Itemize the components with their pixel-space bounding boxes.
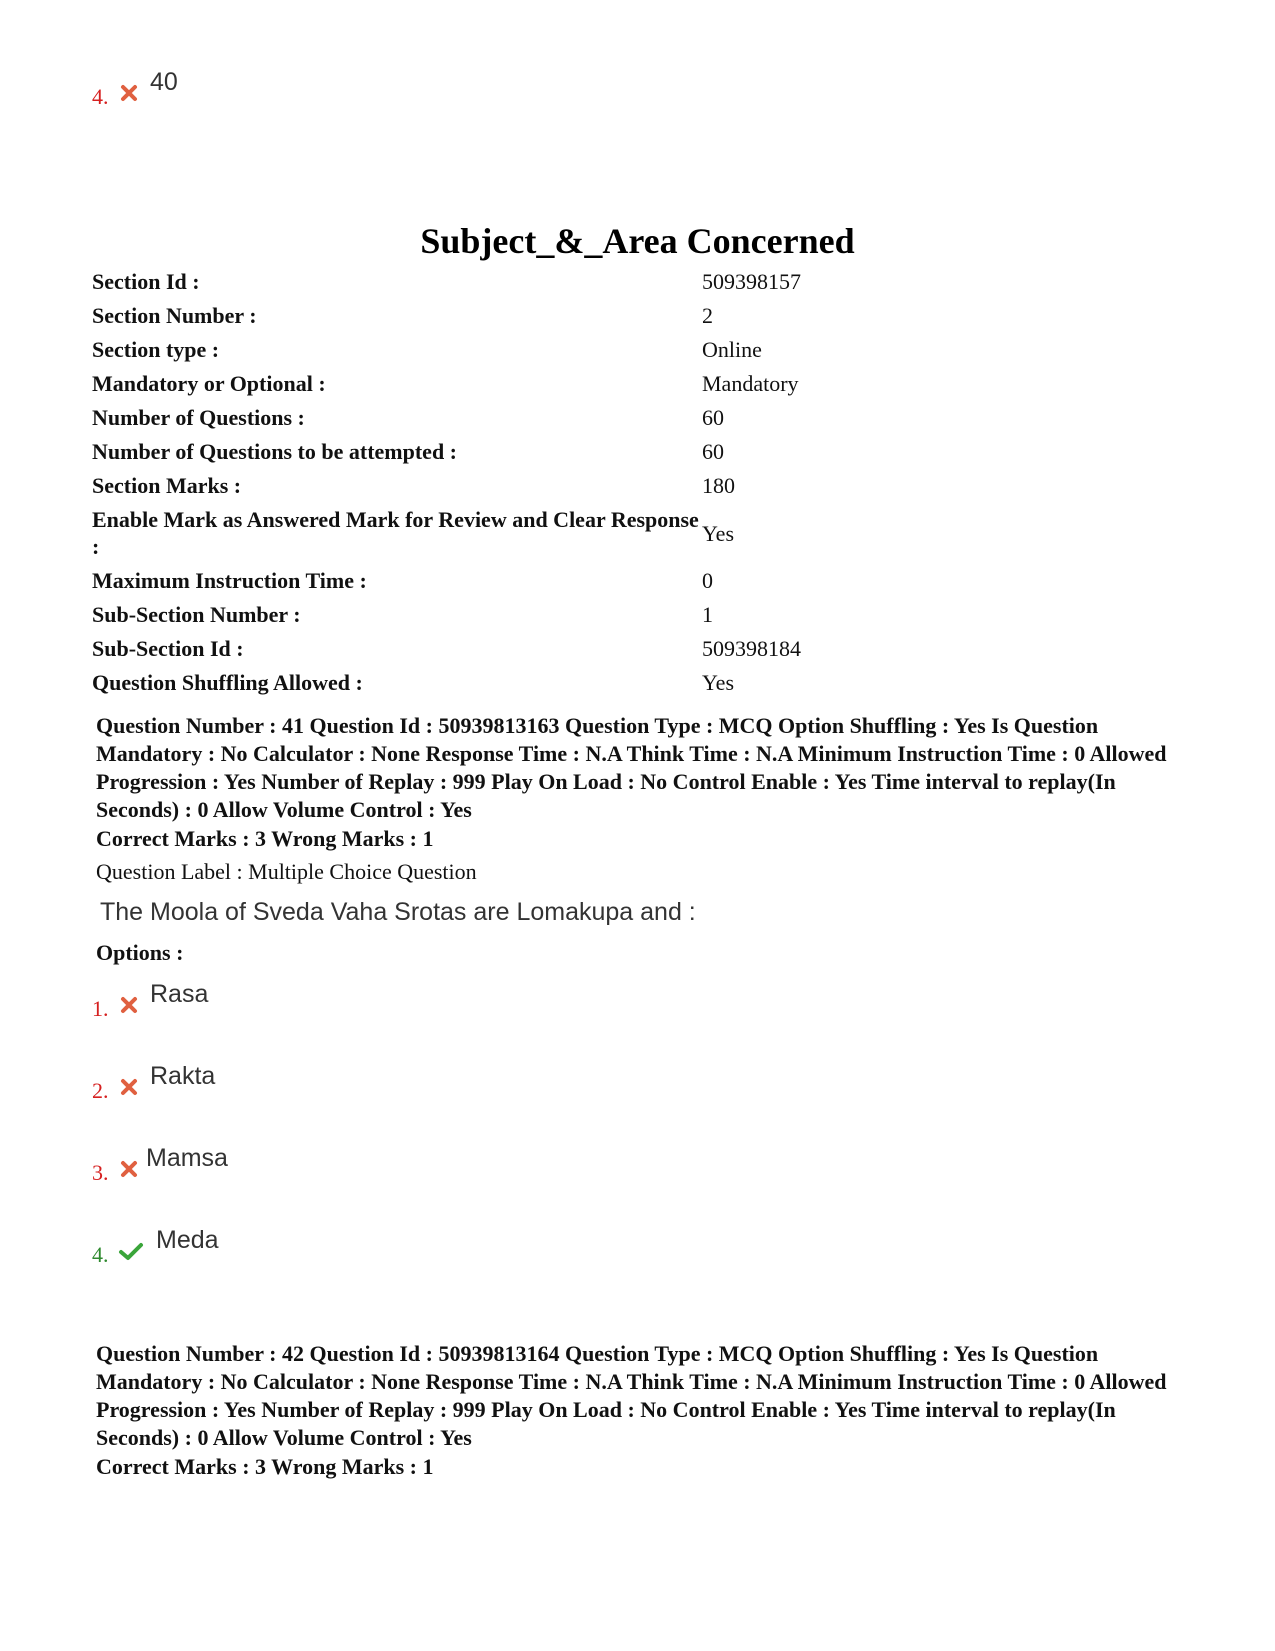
option-number: 1. (92, 996, 109, 1021)
info-value: Yes (702, 520, 735, 546)
info-label: Enable Mark as Answered Mark for Review and Clear Response : (92, 507, 699, 559)
info-label: Section Id : (92, 269, 200, 294)
option-number: 3. (92, 1160, 109, 1185)
question-42-meta: Question Number : 42 Question Id : 50939813164 Question Type : MCQ Option Shuffling : Yes Is Question Mandatory : No Calculator : None Response Time : N.A Think Time : N.A Minimum Instruction Time : 0 Allowed Progression : Yes Number of Replay : 999 Play On Load : No Control Enable : Yes Time interval to replay(In Seconds) : 0 Allow Volume Control : Yes (96, 1341, 1167, 1450)
info-row (92, 438, 1192, 465)
cross-icon (118, 82, 140, 104)
question-41-label: Question Label : Multiple Choice Question (96, 859, 477, 884)
option-number: 4. (92, 1242, 109, 1267)
info-value: 60 (702, 405, 724, 430)
info-value: 180 (702, 473, 735, 498)
cross-icon (118, 994, 140, 1016)
info-label: Sub-Section Id : (92, 636, 244, 661)
info-value: 60 (702, 439, 724, 464)
info-label: Number of Questions to be attempted : (92, 439, 458, 464)
info-row (92, 567, 1192, 594)
info-label: Number of Questions : (92, 405, 305, 430)
info-value: Online (702, 337, 762, 362)
info-value: Yes (702, 670, 735, 695)
info-row (92, 370, 1192, 397)
question-41-marks: Correct Marks : 3 Wrong Marks : 1 (96, 826, 434, 851)
info-row (92, 669, 1192, 696)
info-value: Mandatory (702, 371, 799, 396)
info-label: Section Number : (92, 303, 257, 328)
info-row (92, 404, 1192, 431)
section-info-table (92, 268, 1192, 703)
option-text: Mamsa (146, 1144, 228, 1172)
info-row (92, 472, 1192, 499)
option-number: 2. (92, 1078, 109, 1103)
info-row (92, 506, 1192, 560)
info-value: 509398184 (702, 636, 801, 661)
question-41-meta: Question Number : 41 Question Id : 50939813163 Question Type : MCQ Option Shuffling : Yes Is Question Mandatory : No Calculator : None Response Time : N.A Think Time : N.A Minimum Instruction Time : 0 Allowed Progression : Yes Number of Replay : 999 Play On Load : No Control Enable : Yes Time interval to replay(In Seconds) : 0 Allow Volume Control : Yes (96, 713, 1167, 822)
info-label: Mandatory or Optional : (92, 371, 326, 396)
info-value: 1 (702, 602, 713, 627)
option-number: 4. (92, 84, 109, 109)
checkmark-icon (118, 1240, 144, 1262)
option-text: 40 (150, 68, 178, 96)
info-value: 509398157 (702, 269, 801, 294)
info-value: 2 (702, 303, 713, 328)
info-row (92, 268, 1192, 295)
question-42-marks: Correct Marks : 3 Wrong Marks : 1 (96, 1454, 434, 1479)
info-label: Maximum Instruction Time : (92, 568, 367, 593)
info-row (92, 336, 1192, 363)
option-text: Meda (156, 1226, 219, 1254)
info-label: Section type : (92, 337, 220, 362)
info-value: 0 (702, 568, 713, 593)
info-row (92, 635, 1192, 662)
info-label: Question Shuffling Allowed : (92, 670, 363, 695)
info-label: Sub-Section Number : (92, 602, 301, 627)
info-label: Section Marks : (92, 473, 242, 498)
cross-icon (118, 1158, 140, 1180)
cross-icon (118, 1076, 140, 1098)
section-title: Subject_&_Area Concerned (420, 221, 855, 261)
option-text: Rakta (150, 1062, 216, 1090)
info-row (92, 302, 1192, 329)
question-41-text: The Moola of Sveda Vaha Srotas are Lomakupa and : (100, 898, 696, 926)
options-label: Options : (96, 940, 184, 965)
info-row (92, 601, 1192, 628)
option-text: Rasa (150, 980, 209, 1008)
